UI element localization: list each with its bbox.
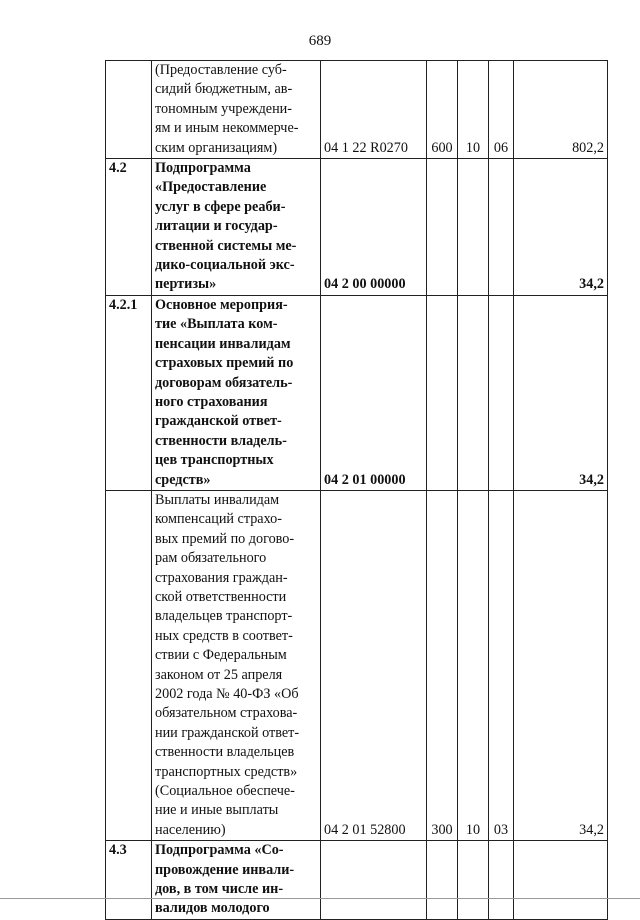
- amount-value: [514, 841, 608, 920]
- description-line: пенсации инвалидам: [155, 335, 291, 352]
- description-line: средств»: [155, 471, 211, 488]
- description-line: рам обязательного: [155, 550, 267, 567]
- target-article-code: 04 1 22 R0270: [321, 61, 427, 159]
- subsection-code: 06: [489, 61, 514, 159]
- table-row: [106, 295, 608, 490]
- description-line: цев транспортных: [155, 452, 274, 469]
- row-description: [152, 490, 321, 840]
- row-number: 4.2: [106, 159, 152, 296]
- table-row: [106, 841, 608, 920]
- section-code: 10: [458, 490, 489, 840]
- amount-value: 34,2: [514, 159, 608, 296]
- amount-value: 34,2: [514, 295, 608, 490]
- description-line: страхования граждан-: [155, 569, 288, 586]
- description-line: ским организациям): [155, 139, 278, 156]
- description-line: владельцев транспорт-: [155, 608, 293, 625]
- description-line: ственной системы ме-: [155, 237, 297, 254]
- description-line: ного страхования: [155, 393, 268, 410]
- description-line: Выплаты инвалидам: [155, 491, 280, 508]
- page-bottom-divider: [0, 898, 640, 899]
- description-line: ской ответственности: [155, 588, 287, 605]
- description-line: ям и иным некоммерче-: [155, 120, 299, 137]
- row-description: [152, 159, 321, 296]
- subsection-code: [489, 159, 514, 296]
- budget-table: [105, 60, 608, 920]
- description-line: Подпрограмма «Со-: [155, 842, 284, 859]
- expense-type-code: [427, 159, 458, 296]
- table-row: [106, 61, 608, 159]
- description-line: дико-социальной экс-: [155, 257, 295, 274]
- subsection-code: 03: [489, 490, 514, 840]
- description-line: сидий бюджетным, ав-: [155, 81, 293, 98]
- target-article-code: 04 2 01 52800: [321, 490, 427, 840]
- page-number: 689: [308, 33, 332, 49]
- expense-type-code: 600: [427, 61, 458, 159]
- table-body: [106, 61, 608, 920]
- target-article-code: 04 2 00 00000: [321, 159, 427, 296]
- expense-type-code: 300: [427, 490, 458, 840]
- description-line: вых премий по догово-: [155, 530, 295, 547]
- description-line: валидов молодого: [155, 900, 270, 917]
- row-number: [106, 490, 152, 840]
- description-line: провождение инвали-: [155, 861, 295, 878]
- row-description: [152, 841, 321, 920]
- description-line: ние и иные выплаты: [155, 802, 279, 819]
- description-line: ных средств в соответ-: [155, 627, 293, 644]
- description-line: компенсаций страхо-: [155, 511, 282, 528]
- description-line: литации и государ-: [155, 218, 278, 235]
- description-line: ственности владельцев: [155, 744, 295, 761]
- description-line: договорам обязатель-: [155, 374, 293, 391]
- row-description: [152, 61, 321, 159]
- description-line: «Предоставление: [155, 179, 267, 196]
- description-line: страховых премий по: [155, 355, 294, 372]
- description-line: гражданской ответ-: [155, 413, 282, 430]
- row-number: 4.3: [106, 841, 152, 920]
- description-line: Основное мероприя-: [155, 296, 288, 313]
- description-line: нии гражданской ответ-: [155, 724, 300, 741]
- amount-value: 802,2: [514, 61, 608, 159]
- expense-type-code: [427, 841, 458, 920]
- description-line: тономным учреждени-: [155, 100, 292, 117]
- description-line: законом от 25 апреля: [155, 666, 283, 683]
- subsection-code: [489, 841, 514, 920]
- target-article-code: 04 2 01 00000: [321, 295, 427, 490]
- table-row: [106, 159, 608, 296]
- amount-value: 34,2: [514, 490, 608, 840]
- description-line: транспортных средств»: [155, 763, 298, 780]
- description-line: Подпрограмма: [155, 160, 251, 177]
- description-line: населению): [155, 821, 226, 838]
- description-line: 2002 года № 40-ФЗ «Об: [155, 686, 299, 702]
- row-number: 4.2.1: [106, 295, 152, 490]
- expense-type-code: [427, 295, 458, 490]
- description-line: дов, в том числе ин-: [155, 881, 284, 898]
- target-article-code: [321, 841, 427, 920]
- description-line: (Предоставление суб-: [155, 62, 287, 78]
- description-line: услуг в сфере реаби-: [155, 198, 286, 215]
- row-number: [106, 61, 152, 159]
- row-description: [152, 295, 321, 490]
- description-line: (Социальное обеспече-: [155, 783, 295, 800]
- description-line: пертизы»: [155, 276, 217, 293]
- table-row: [106, 490, 608, 840]
- subsection-code: [489, 295, 514, 490]
- section-code: 10: [458, 61, 489, 159]
- description-line: обязательном страхова-: [155, 705, 298, 722]
- description-line: ствии с Федеральным: [155, 647, 287, 664]
- section-code: [458, 159, 489, 296]
- description-line: ственности владель-: [155, 432, 287, 449]
- section-code: [458, 841, 489, 920]
- section-code: [458, 295, 489, 490]
- description-line: тие «Выплата ком-: [155, 316, 278, 333]
